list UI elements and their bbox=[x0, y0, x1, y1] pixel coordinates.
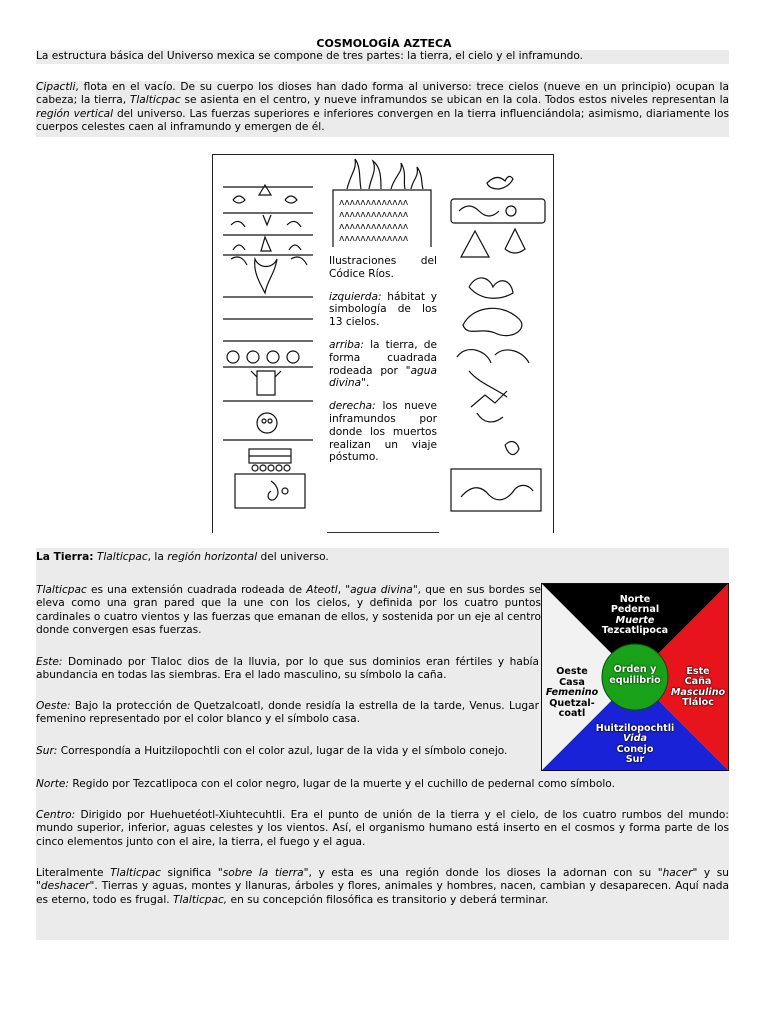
tierra-text-1: , la bbox=[147, 551, 168, 563]
literal-name-2: Tlalticpac, bbox=[173, 893, 228, 906]
cipactli-paragraph bbox=[36, 81, 729, 137]
east-deity: Tláloc bbox=[682, 697, 714, 709]
literal-name: Tlalticpac bbox=[110, 867, 161, 879]
codex-rios-figure bbox=[212, 154, 554, 533]
oeste-key: Oeste: bbox=[36, 700, 71, 712]
cipactli-text-2: se asienta en el centro, y nueve inframundos se ubican en la cola. Todos estos niveles representan la bbox=[180, 94, 730, 107]
svg-text:ʌʌʌʌʌʌʌʌʌʌʌʌʌ: ʌʌʌʌʌʌʌʌʌʌʌʌʌ bbox=[339, 222, 409, 232]
cardinal-directions-diagram bbox=[541, 583, 729, 771]
literal-text-4: " y su " bbox=[36, 867, 729, 893]
centro-paragraph bbox=[36, 809, 729, 849]
este-paragraph bbox=[36, 656, 539, 683]
north-labels bbox=[585, 595, 685, 637]
centro-text: Dirigido por Huehuetéotl-Xiuhtecuhtli. Era el punto de unión de la tierra y el cielo, de los cuatro rumbos del mundo: mundo superior, inferior, aguas celestes y los vientos. Así, el organismo humano está inserto en el cosmos y forma parte de los cinco elementos junto con el aire, la tierra, el fuego y el agua. bbox=[36, 809, 729, 848]
literal-sobre: sobre la tierra bbox=[222, 867, 304, 879]
figure-left-note bbox=[329, 291, 437, 329]
figure-right-text: los nueve inframundos por donde los muertos realizan un viaje póstumo. bbox=[329, 400, 437, 464]
tierra-heading bbox=[36, 551, 596, 564]
figure-left-text: hábitat y simbología de los 13 cielos. bbox=[329, 290, 437, 329]
figure-top-key: arriba: bbox=[329, 338, 364, 351]
tlalticpac-text-1: es una extensión cuadrada rodeada de bbox=[86, 584, 307, 596]
norte-key: Norte: bbox=[36, 778, 70, 790]
west-label: Oeste bbox=[556, 666, 588, 677]
cipactli-text-3: del universo. Las fuerzas superiores e inferiores convergen en la tierra influenciándola; asimismo, diariamente los cuerpos celestes caen al inframundo y emergen de él. bbox=[36, 107, 730, 134]
tierra-region: región horizontal bbox=[167, 551, 258, 563]
oeste-paragraph bbox=[36, 700, 539, 727]
east-symbol: Caña bbox=[684, 676, 712, 688]
figure-caption-text bbox=[329, 255, 437, 474]
tlalticpac-text-3: ", que en sus bordes se eleva como una gran pared que la une con los cielos, y definida por los cuatro puntos cardinales o cuatro vientos y las fuerzas que emanan de ellos, y sostenida por un eje al centro donde convergen esas fuerzas. bbox=[36, 584, 542, 637]
west-meaning: Femenino bbox=[545, 687, 599, 699]
cipactli-tlalticpac: Tlalticpac bbox=[129, 94, 181, 107]
south-symbol: Conejo bbox=[616, 743, 654, 755]
norte-paragraph bbox=[36, 778, 729, 791]
tlalticpac-name: Tlalticpac bbox=[36, 584, 87, 596]
center-labels bbox=[603, 665, 667, 686]
tierra-name: Tlalticpac bbox=[96, 551, 148, 563]
literal-text-2: significa " bbox=[160, 867, 223, 879]
intro-paragraph bbox=[36, 50, 729, 64]
figure-top-text-1: la tierra, de forma cuadrada rodeada por " bbox=[329, 338, 437, 377]
figure-top-note bbox=[329, 339, 437, 390]
tlalticpac-agua: agua divina bbox=[350, 584, 413, 596]
west-labels bbox=[541, 667, 603, 720]
literal-paragraph bbox=[36, 867, 729, 907]
literal-hacer: hacer bbox=[662, 867, 693, 879]
figure-right-note bbox=[329, 400, 437, 464]
east-meaning: Masculino bbox=[670, 686, 726, 698]
figure-caption-rule bbox=[327, 532, 439, 533]
center-label-2: equilibrio bbox=[609, 674, 661, 686]
figure-top-text-2: ". bbox=[361, 377, 370, 390]
page-title: COSMOLOGÍA AZTECA bbox=[316, 37, 452, 50]
tlalticpac-paragraph bbox=[36, 584, 541, 638]
svg-text:ʌʌʌʌʌʌʌʌʌʌʌʌʌ: ʌʌʌʌʌʌʌʌʌʌʌʌʌ bbox=[339, 198, 409, 208]
north-meaning: Muerte bbox=[615, 614, 655, 626]
sur-text: Correspondía a Huitzilopochtli con el color azul, lugar de la vida y el símbolo conejo. bbox=[57, 745, 508, 757]
north-deity: Tezcatlipoca bbox=[601, 625, 669, 637]
figure-top-italic: agua divina bbox=[329, 364, 437, 390]
oeste-text: Bajo la protección de Quetzalcoatl, donde residía la estrella de la tarde, Venus. Lugar femenino representado por el color blanco y el símbolo casa. bbox=[36, 700, 539, 726]
centro-key: Centro: bbox=[36, 809, 76, 821]
cipactli-region: región vertical bbox=[36, 107, 114, 120]
east-label: Este bbox=[686, 666, 710, 677]
literal-text-5: ". Tierras y aguas, montes y llanuras, árboles y flores, animales y hombres, nacen, cambian y desaparecen. Aquí nada es eterno, todo es frugal. bbox=[36, 880, 729, 906]
cipactli-name: Cipactli bbox=[36, 81, 76, 93]
north-symbol: Pedernal bbox=[610, 604, 660, 616]
intro-text: La estructura básica del Universo mexica se compone de tres partes: la tierra, el cielo y el inframundo. bbox=[36, 50, 584, 62]
tierra-text-2: del universo. bbox=[257, 551, 329, 563]
tierra-heading-label: La Tierra: bbox=[36, 551, 94, 563]
underworlds-illustration bbox=[445, 157, 549, 529]
south-deity: Huitzilopochtli bbox=[595, 723, 675, 734]
tlalticpac-text-2: , " bbox=[337, 584, 351, 596]
west-deity-1: Quetzal- bbox=[549, 697, 595, 709]
tlalticpac-ateotl: Ateotl bbox=[306, 584, 338, 596]
este-key: Este: bbox=[36, 656, 63, 668]
east-labels bbox=[667, 667, 729, 709]
south-meaning: Vida bbox=[623, 733, 647, 745]
literal-text-6: en su concepción filosófica es transitorio y deberá terminar. bbox=[227, 893, 549, 906]
literal-text-1: Literalmente bbox=[36, 867, 111, 879]
cipactli-text-1: , flota en el vacío. De su cuerpo los dioses han dado forma al universo: trece cielos (nueve en un principio) ocupan la cabeza; la tierra, bbox=[36, 81, 729, 107]
literal-text-3: ", y esta es una región donde los dioses la adornan con su " bbox=[303, 867, 663, 879]
center-label-1: Orden y bbox=[613, 664, 657, 675]
heavens-illustration bbox=[213, 155, 323, 533]
north-label: Norte bbox=[619, 594, 651, 605]
south-label: Sur bbox=[625, 754, 645, 766]
earth-illustration bbox=[329, 157, 439, 247]
figure-caption: Ilustraciones del Códice Ríos. bbox=[329, 255, 437, 280]
este-text: Dominado por Tlaloc dios de la lluvia, por lo que sus dominios eran fértiles y había abundancia en todas las siembras. Era el lado masculino, su símbolo la caña. bbox=[36, 656, 539, 682]
norte-text: Regido por Tezcatlipoca con el color negro, lugar de la muerte y el cuchillo de pedernal como símbolo. bbox=[69, 778, 615, 790]
svg-text:ʌʌʌʌʌʌʌʌʌʌʌʌʌ: ʌʌʌʌʌʌʌʌʌʌʌʌʌ bbox=[339, 234, 409, 244]
figure-left-key: izquierda: bbox=[329, 290, 382, 303]
literal-deshacer: deshacer bbox=[40, 880, 90, 893]
south-labels bbox=[577, 724, 693, 766]
svg-text:ʌʌʌʌʌʌʌʌʌʌʌʌʌ: ʌʌʌʌʌʌʌʌʌʌʌʌʌ bbox=[339, 210, 409, 220]
west-symbol: Casa bbox=[559, 676, 585, 688]
figure-right-key: derecha: bbox=[329, 400, 376, 413]
west-deity-2: coatl bbox=[558, 708, 586, 720]
sur-key: Sur: bbox=[36, 745, 58, 757]
sur-paragraph bbox=[36, 745, 541, 758]
